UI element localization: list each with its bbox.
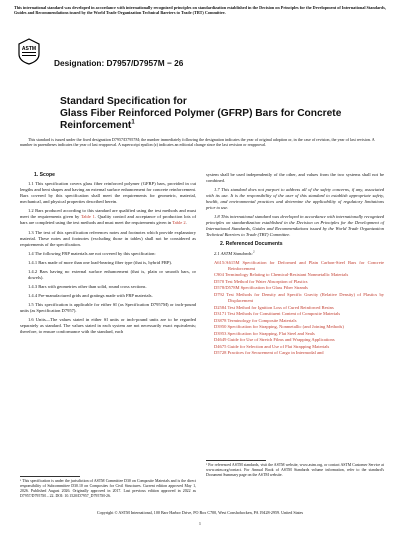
reference-title[interactable]: Terminology for Composite Materials [227, 317, 297, 323]
scope-heading: 1. Scope [34, 172, 55, 178]
reference-item[interactable] [206, 272, 384, 278]
reference-code[interactable]: D570 [214, 278, 225, 284]
reference-code[interactable]: D792 [214, 291, 225, 297]
reference-title[interactable]: Test Methods for Constituent Content of Composite Materials [227, 311, 341, 317]
reference-title[interactable]: Test Method for Water Absorption of Plastics [225, 278, 308, 284]
table-1-link[interactable]: Table 1 [80, 214, 95, 220]
footnote-1: ¹ This specification is under the jurisdiction of ASTM Committee D30 on Composite Materials and is the direct responsibility of Subcommittee D30.10 on Composites for Civil Structures. Current edition approved May 1, 2026. Published August 2026. Originally approved in 2017. Last previous edition approved in 2022 as D7957/D7957M – 22. DOI: 10.1520/D7957_D7957M-26. [20, 479, 196, 498]
reference-code[interactable]: D3171 [214, 311, 227, 317]
para-1-4-1: 1.4.1 Bars made of more than one load-bearing fiber type (that is, hybrid FRP). [28, 259, 173, 265]
para-1-6-cont: system shall be used independently of the other, and values from the two systems shall not be combined. [206, 172, 384, 184]
reference-item[interactable] [206, 305, 384, 311]
reference-title[interactable]: Specification for Glass Fiber Strands [240, 285, 308, 291]
reference-code[interactable]: D3953 [214, 330, 227, 336]
reference-item[interactable] [206, 279, 384, 285]
designation: Designation: D7957/D7957M − 26 [54, 58, 184, 68]
reference-item[interactable] [206, 292, 384, 304]
footnote-2-ref[interactable]: 2 [253, 249, 255, 254]
astm-logo-icon [18, 38, 40, 65]
reference-item[interactable] [206, 311, 384, 317]
para-1-3: 1.3 The text of this specification references notes and footnotes which provide explanatory material. These notes and footnotes (excluding those in tables) shall not be considered as requirements of the specification. [20, 229, 196, 247]
document-title [60, 96, 350, 132]
reference-title[interactable]: Practices for Securement of Cargo in Intermodal and [227, 350, 324, 356]
table-2-link[interactable]: Table 2 [172, 220, 186, 226]
reference-title[interactable]: Specification for Deformed and Plain Carbon-Steel Bars for Concrete Reinforcement [228, 259, 384, 271]
reference-title[interactable]: Guide for Use of Stretch Films and Wrapping Applications [227, 337, 335, 343]
reference-code[interactable]: D5728 [214, 350, 227, 356]
title-footnote-ref[interactable]: 1 [131, 119, 135, 126]
reference-code[interactable]: D3950 [214, 324, 227, 330]
reference-item[interactable] [206, 260, 384, 272]
para-1-2: 1.2 Bars produced according to this standard are qualified using the test methods and must meet the requirements given by Table 1. Quality control and acceptance of production lots of bars are completed using the test methods and must meet the requirements given in Table 2. [20, 208, 196, 226]
para-1-5: 1.5 This specification is applicable for either SI (as Specification D7957M) or inch-pound units (as Specification D7957). [20, 301, 196, 313]
reference-code[interactable]: D2584 [214, 304, 227, 310]
footnote-divider-right [206, 460, 266, 461]
reference-title[interactable]: Terminology Relating to Chemical-Resistant Nonmetallic Materials [224, 272, 349, 278]
reference-code[interactable]: D3878 [214, 317, 227, 323]
copyright-line: Copyright © ASTM International, 100 Barr Harbor Drive, PO Box C700, West Conshohocken, PA 19428-2959. United States [96, 510, 304, 515]
reference-title[interactable]: Specification for Strapping, Nonmetallic (and Joining Methods) [227, 324, 344, 330]
reference-item[interactable] [206, 331, 384, 337]
reference-title[interactable]: Specification for Strapping, Flat Steel and Seals [227, 330, 315, 336]
right-column [206, 172, 384, 357]
para-1-1: 1.1 This specification covers glass fiber reinforced polymer (GFRP) bars, provided in cut lengths and bent shapes and having an external surface enhancement for concrete reinforcement. Bars covered by this specification shall meet the requirements for geometric, material, mechanical, and physical properties described herein. [20, 181, 196, 205]
para-1-4-4: 1.4.4 Pre-manufactured grids and gratings made with FRP materials. [28, 292, 153, 298]
reference-title[interactable]: Test Methods for Density and Specific Gravity (Relative Density) of Plastics by Displacement [226, 291, 384, 303]
para-1-6: 1.6 Units—The values stated in either SI units or inch-pound units are to be regarded separately as standard. The values stated in each system are not necessarily exact equivalents; therefore, to ensure conformance with the standard, each [20, 317, 196, 335]
reference-item[interactable] [206, 285, 384, 291]
para-1-8: 1.8 This international standard was developed in accordance with internationally recognized principles on standardization established in the Decision on Principles for the Development of International Standards, Guides and Recommendations issued by the World Trade Organization Technical Barriers to Trade (TBT) Committee. [206, 214, 384, 238]
reference-code[interactable]: D4675 [214, 343, 227, 349]
footnote-divider-left [20, 476, 80, 477]
reference-code[interactable]: C904 [214, 272, 224, 278]
para-1-7: 1.7 This standard does not purport to address all of the safety concerns, if any, associated with its use. It is the responsibility of the user of this standard to establish appropriate safety, health, and environmental practices and determine the applicability of regulatory limitations prior to use. [206, 187, 384, 211]
reference-item[interactable] [206, 337, 384, 343]
reference-code[interactable]: A615/A615M [214, 259, 240, 265]
reference-code[interactable]: D4649 [214, 337, 227, 343]
para-2-1: 2.1 ASTM Standards:$^2$ [214, 249, 255, 256]
title-line-1: Standard Specification for [60, 96, 187, 107]
left-column [20, 172, 196, 338]
footnote-2: ² For referenced ASTM standards, visit the ASTM website, www.astm.org, or contact ASTM Customer Service at www.astm.org/contact. For Annual Book of ASTM Standards volume information, refer to the standard's Document Summary page on the ASTM website. [206, 463, 384, 477]
para-1-4-2: 1.4.2 Bars having no external surface enhancement (that is, plain or smooth bars, or dowels). [28, 268, 196, 280]
reference-title[interactable]: Guide for Selection and Use of Flat Strapping Materials [227, 343, 330, 349]
page-number: 1 [198, 521, 202, 526]
reference-item[interactable] [206, 318, 384, 324]
reference-item[interactable] [206, 324, 384, 330]
top-notice: This international standard was developed in accordance with internationally recognized principles on standardization established in the Decision on Principles for the Development of International Standards, Guides and Recommendations issued by the World Trade Organization Technical Barriers to Trade (TBT) Committee. [14, 5, 386, 16]
reference-title[interactable]: Test Method for Ignition Loss of Cured Reinforced Resins [227, 304, 334, 310]
referenced-documents-heading: 2. Referenced Documents [220, 241, 283, 248]
para-1-4-3: 1.4.3 Bars with geometries other than solid, round cross sections. [28, 283, 147, 289]
reference-list [206, 260, 384, 357]
title-line-2: Glass Fiber Reinforced Polymer (GFRP) Bars for Concrete Reinforcement$^1$ [60, 108, 342, 131]
reference-item[interactable] [206, 344, 384, 350]
svg-text:ASTM: ASTM [21, 46, 37, 52]
issuance-notice: This standard is issued under the fixed designation D7957/D7957M; the number immediately following the designation indicates the year of original adoption or, in the case of revision, the year of last revision. A number in parentheses indicates the year of last reapproval. A superscript epsilon (ε) indicates an editorial change since the last revision or reapproval. [20, 137, 375, 148]
para-1-4: 1.4 The following FRP materials are not covered by this specification: [28, 250, 156, 256]
reference-code[interactable]: D578/D578M [214, 285, 240, 291]
reference-item[interactable] [206, 350, 384, 356]
